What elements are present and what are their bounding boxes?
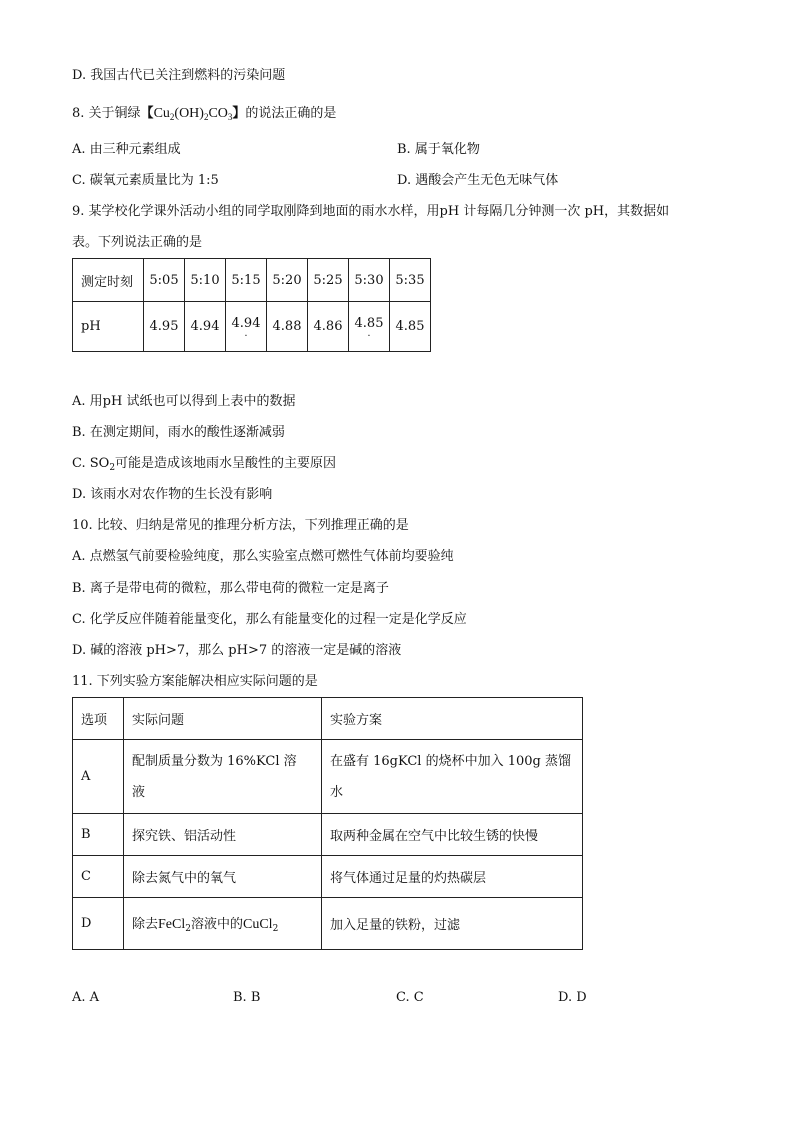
- bracket-left: 【: [140, 106, 154, 121]
- q11-answer-c: C. C: [396, 990, 424, 1005]
- cell-option: B: [73, 814, 124, 856]
- cell-plan: 将气体通过足量的灼热碳层: [322, 856, 583, 898]
- q11-answer-a: A. A: [72, 990, 100, 1005]
- table-row: [73, 740, 583, 814]
- table-cell-time: 5:30: [349, 259, 390, 302]
- q9-option-a: A. 用pH 试纸也可以得到上表中的数据: [72, 394, 296, 409]
- q8-stem-before: 8. 关于铜绿: [72, 106, 141, 121]
- table-row: [73, 898, 583, 950]
- q9-stem-line1: 9. 某学校化学课外活动小组的同学取刚降到地面的雨水水样，用pH 计每隔几分钟测一次 pH，其数据如: [72, 204, 670, 219]
- table-cell-ph: 4.94: [185, 302, 226, 352]
- header-option: 选项: [73, 698, 124, 740]
- table-cell-time: 5:10: [185, 259, 226, 302]
- table-cell-ph: 4.86: [308, 302, 349, 352]
- cell-option: D: [73, 898, 124, 950]
- table-cell-time: 5:05: [144, 259, 185, 302]
- bracket-right: 】: [232, 106, 246, 121]
- cell-problem: 配制质量分数为 16%KCl 溶 液: [124, 740, 322, 814]
- q10-option-d: D. 碱的溶液 pH>7，那么 pH>7 的溶液一定是碱的溶液: [72, 643, 402, 658]
- cell-plan: 在盛有 16gKCl 的烧杯中加入 100g 蒸馏 水: [322, 740, 583, 814]
- table-cell-ph: 4.85 .: [349, 302, 390, 352]
- cell-problem: 除去FeCl$_2$溶液中的CuCl$_2$: [124, 898, 322, 950]
- q10-stem: 10. 比较、归纳是常见的推理分析方法，下列推理正确的是: [72, 518, 409, 533]
- q11-answer-d: D. D: [558, 990, 587, 1005]
- cell-option: C: [73, 856, 124, 898]
- experiment-table: [72, 697, 583, 950]
- q8-option-c: C. 碳氧元素质量比为 1:5: [72, 173, 219, 188]
- cell-plan: 取两种金属在空气中比较生锈的快慢: [322, 814, 583, 856]
- table-cell-time: 5:20: [267, 259, 308, 302]
- table-row: [73, 814, 583, 856]
- table-cell-label: 测定时刻: [73, 259, 144, 302]
- cell-plan: 加入足量的铁粉，过滤: [322, 898, 583, 950]
- q8-option-d: D. 遇酸会产生无色无味气体: [397, 173, 559, 188]
- q8-stem: [72, 105, 336, 126]
- table-cell-ph: 4.88: [267, 302, 308, 352]
- cell-problem: 探究铁、铝活动性: [124, 814, 322, 856]
- q8-option-a: A. 由三种元素组成: [72, 142, 181, 157]
- dot-mark: .: [244, 328, 248, 339]
- cell-option: A: [73, 740, 124, 814]
- q10-option-c: C. 化学反应伴随着能量变化，那么有能量变化的过程一定是化学反应: [72, 612, 467, 627]
- table-row: [73, 259, 431, 302]
- q11-answer-b: B. B: [233, 990, 261, 1005]
- table-row: [73, 698, 583, 740]
- q7-option-d: D. 我国古代已关注到燃料的污染问题: [72, 68, 286, 83]
- cell-problem: 除去氮气中的氧气: [124, 856, 322, 898]
- table-cell-time: 5:25: [308, 259, 349, 302]
- table-cell-label: pH: [73, 302, 144, 352]
- table-cell-ph: 4.94 .: [226, 302, 267, 352]
- table-cell-ph: 4.95: [144, 302, 185, 352]
- header-problem: 实际问题: [124, 698, 322, 740]
- q9-option-d: D. 该雨水对农作物的生长没有影响: [72, 487, 273, 502]
- dot-mark: .: [367, 328, 371, 339]
- q8-stem-after: 的说法正确的是: [245, 106, 337, 121]
- table-row: [73, 856, 583, 898]
- q9-option-b: B. 在测定期间，雨水的酸性逐渐减弱: [72, 425, 285, 440]
- table-cell-time: 5:15: [226, 259, 267, 302]
- table-row: [73, 302, 431, 352]
- q8-formula: $Cu_2(OH)_2CO_3$: [153, 106, 233, 122]
- q11-stem: 11. 下列实验方案能解决相应实际问题的是: [72, 674, 318, 689]
- q8-option-b: B. 属于氧化物: [397, 142, 480, 157]
- q9-stem-line2: 表。下列说法正确的是: [72, 235, 203, 250]
- q9-option-c: C. $SO_2$可能是造成该地雨水呈酸性的主要原因: [72, 456, 337, 473]
- q10-option-b: B. 离子是带电荷的微粒，那么带电荷的微粒一定是离子: [72, 581, 389, 596]
- table-cell-time: 5:35: [390, 259, 431, 302]
- q10-option-a: A. 点燃氢气前要检验纯度，那么实验室点燃可燃性气体前均要验纯: [72, 549, 454, 564]
- header-plan: 实验方案: [322, 698, 583, 740]
- table-cell-ph: 4.85: [390, 302, 431, 352]
- ph-data-table: [72, 258, 431, 352]
